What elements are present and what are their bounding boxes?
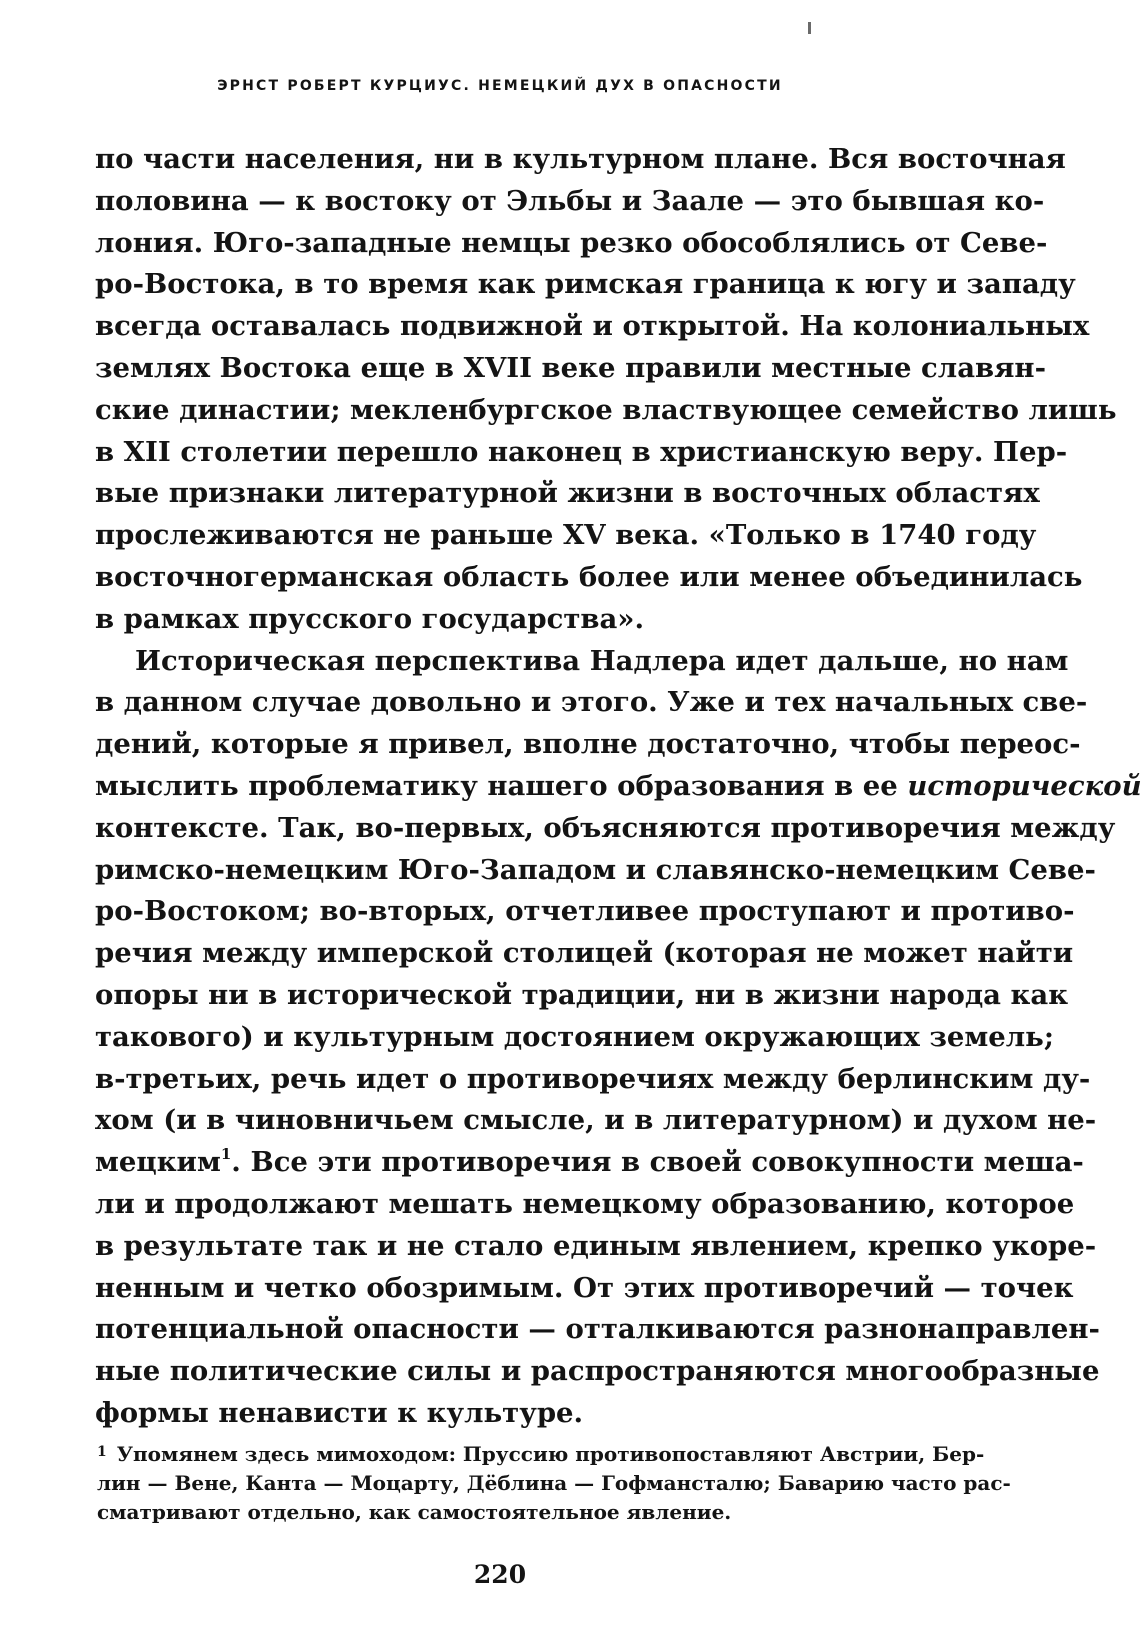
footnote-number: 1 xyxy=(97,1444,107,1460)
text-line: вые признаки литературной жизни в восточных областях xyxy=(95,477,1040,510)
running-head: ЭРНСТ РОБЕРТ КУРЦИУС. НЕМЕЦКИЙ ДУХ В ОПАСНОСТИ xyxy=(217,78,783,94)
footnote-line xyxy=(97,1438,985,1469)
text-line: ные политические силы и распространяются многообразные xyxy=(95,1355,1100,1388)
text-line: контексте. Так, во-первых, объясняются противоречия между xyxy=(95,811,1116,844)
text-line: речия между имперской столицей (которая не может найти xyxy=(95,937,1074,970)
text-line: половина — к востоку от Эльбы и Заале — это бывшая ко- xyxy=(95,184,1045,217)
text-segment: Упомянем здесь мимоходом: Пруссию противопоставляют Австрии, Бер- xyxy=(116,1442,985,1466)
text-line: лония. Юго-западные немцы резко обособлялись от Севе- xyxy=(95,226,1048,259)
text-line-with-italic xyxy=(95,766,1142,808)
text-line: Историческая перспектива Надлера идет дальше, но нам xyxy=(135,644,1069,677)
text-line: потенциальной опасности — отталкиваются разнонаправлен- xyxy=(95,1313,1100,1346)
text-line: такового) и культурным достоянием окружающих земель; xyxy=(95,1020,1054,1053)
scan-mark xyxy=(808,22,811,34)
text-line: формы ненависти к культуре. xyxy=(95,1396,584,1429)
text-line: ро-Востоком; во-вторых, отчетливее проступают и противо- xyxy=(95,895,1075,928)
text-line: хом (и в чиновничьем смысле, и в литературном) и духом не- xyxy=(95,1104,1097,1137)
text-line: восточногерманская область более или менее объединилась xyxy=(95,560,1083,593)
text-line: по части населения, ни в культурном плане. Вся восточная xyxy=(95,143,1066,175)
text-line: в XII столетии перешло наконец в христианскую веру. Пер- xyxy=(95,435,1068,468)
page-number: 220 xyxy=(473,1560,527,1589)
text-line: в-третьих, речь идет о противоречиях между берлинским ду- xyxy=(95,1062,1091,1095)
italic-word: исторической xyxy=(907,769,1142,802)
text-line: в результате так и не стало единым явлением, крепко укоре- xyxy=(95,1229,1097,1262)
text-line: ли и продолжают мешать немецкому образованию, которое xyxy=(95,1187,1075,1220)
text-segment: мецким xyxy=(95,1146,221,1179)
text-segment: . Все эти противоречия в своей совокупности меша- xyxy=(231,1146,1084,1179)
text-line: землях Востока еще в XVII веке правили местные славян- xyxy=(95,351,1046,384)
main-text xyxy=(95,139,1142,1435)
text-line: ненным и четко обозримым. От этих противоречий — точек xyxy=(95,1271,1074,1304)
text-line: опоры ни в исторической традиции, ни в жизни народа как xyxy=(95,978,1069,1011)
text-line: прослеживаются не раньше XV века. «Только в 1740 году xyxy=(95,519,1037,552)
text-line: ские династии; мекленбургское властвующее семейство лишь xyxy=(95,393,1117,426)
text-line: римско-немецким Юго-Западом и славянско-немецким Севе- xyxy=(95,853,1096,886)
footnote-line: сматривают отдельно, как самостоятельное явление. xyxy=(97,1500,732,1524)
text-line: дений, которые я привел, вполне достаточно, чтобы переос- xyxy=(95,728,1081,761)
text-line: всегда оставалась подвижной и открытой. На колониальных xyxy=(95,310,1090,343)
text-segment: мыслить проблематику нашего образования в ее xyxy=(95,769,908,802)
text-line: ро-Востока, в то время как римская граница к югу и западу xyxy=(95,268,1076,301)
text-line: в данном случае довольно и этого. Уже и тех начальных све- xyxy=(95,686,1088,719)
footnote xyxy=(97,1438,1011,1527)
text-line: в рамках прусского государства». xyxy=(95,602,645,635)
text-line-with-footnote-ref xyxy=(95,1142,1084,1184)
footnote-reference[interactable]: 1 xyxy=(220,1145,232,1164)
footnote-line: лин — Вене, Канта — Моцарту, Дёблина — Гофмансталю; Баварию часто рас- xyxy=(97,1471,1011,1495)
